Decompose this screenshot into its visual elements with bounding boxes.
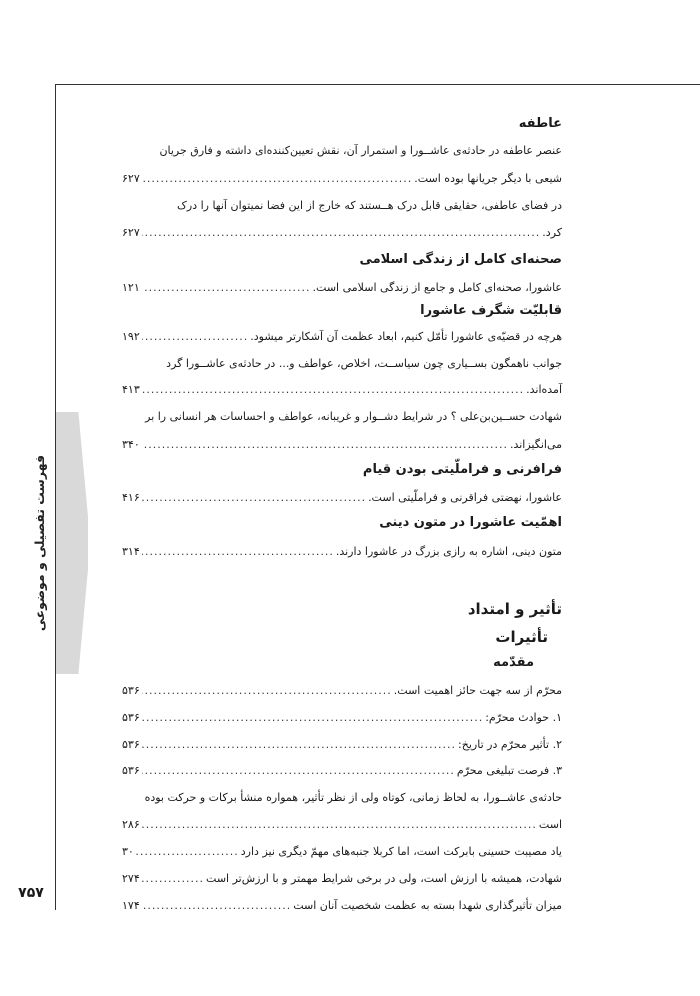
page-ref: ۲۸۶ [122,818,140,831]
page-ref: ۵۳۶ [122,711,140,724]
entry-line: هرچه در قضیّه‌ی عاشورا تأمّل کنیم، ابعاد عظمت آن آشکارتر میشود. ..... ۱۹۲ [122,330,562,344]
entry-line: عنصر عاطفه در حادثه‌ی عاشــورا و استمرار آن، نقش تعیین‌کننده‌ای داشته و فارق جریان [159,144,562,157]
heading-tasir-va-emtedad: تأثیر و امتداد [467,600,562,618]
page-ref: ۵۳۶ [122,764,140,777]
page-ref: ۴۱۶ [122,491,140,504]
page-ref: ۵۳۶ [122,738,140,751]
heading-qabeliyat: قابلیّت شگرف عاشورا [420,303,562,318]
entry-line: در فضای عاطفی، حقایقی قابل درک هــستند که خارج از این فضا نمیتوان آنها را درک [177,199,562,212]
page-ref: ۶۲۷ [122,226,140,239]
page-ref: ۳۱۴ [122,545,140,558]
side-label: فهرست تفصیلی و موضوعی [32,454,47,632]
entry-line: ۳. فرصت تبلیغی محرّم ..... ۵۳۶ [122,764,562,778]
heading-atefe: عاطفه [518,116,562,131]
page-ref: ۶۲۷ [122,172,140,185]
entry-line: ۲. تأثیر محرّم در تاریخ: ..... ۵۳۶ [122,738,562,752]
page-ref: ۱۲۱ [122,281,140,294]
entry-line: ۱. حوادث محرّم: ..... ۵۳۶ [122,711,562,725]
entry-line: شهادت حســین‌بن‌علی ؟ در شرایط دشــوار و غریبانه، عواطف و احساسات هر انسانی را بر [145,410,562,423]
side-tab [56,412,88,674]
page-ref: ۲۷۴ [122,872,140,885]
heading-ahamiyat: اهمّیت عاشورا در متون دینی [379,515,562,530]
heading-sahne: صحنه‌ای کامل از زندگی اسلامی [359,252,562,267]
heading-faraqarni: فرافرنی و فراملّیتی بودن قیام [362,462,562,477]
page-ref: ۱۹۲ [122,330,140,343]
entry-line: جوانب ناهمگون بســیاری چون سیاســت، اخلاص، عواطف و... در حادثه‌ی عاشــورا گرد [166,357,562,370]
page-ref: ۳۰ [122,845,134,858]
entry-line: است ..... ۲۸۶ [122,818,562,832]
entry-line: محرّم از سه جهت حائز اهمیت است. ..... ۵۳۶ [122,684,562,698]
page-ref: ۱۷۴ [122,899,140,912]
entry-line: متون دینی، اشاره به رازی بزرگ در عاشورا دارند. ..... ۳۱۴ [122,545,562,559]
page-ref: ۴۱۳ [122,383,140,396]
page-ref: ۵۳۶ [122,684,140,697]
entry-line: می‌انگیزاند. ..... ۳۴۰ [122,438,562,452]
page-ref: ۳۴۰ [122,438,140,451]
entry-line: حادثه‌ی عاشــورا، به لحاظ زمانی، کوتاه ولی از نظر تأثیر، همواره منشأ برکات و حرکت بوده [144,791,562,804]
entry-line: عاشورا، نهضتی فراقرنی و فراملّیتی است. ..... ۴۱۶ [122,491,562,505]
page-number: ۷۵۷ [18,885,44,901]
heading-tasirat: تأثیرات [495,628,548,646]
entry-line: یاد مصیبت حسینی بابرکت است، اما کربلا جنبه‌های مهمّ دیگری نیز دارد ..... ۳۰ [122,845,562,859]
index-content [122,0,562,996]
entry-line: آمده‌اند. ..... ۴۱۳ [122,383,562,397]
entry-line: شهادت، همیشه با ارزش است، ولی در برخی شرایط مهمتر و با ارزش‌تر است ..... ۲۷۴ [122,872,562,886]
entry-line: میزان تأثیرگذاری شهدا بسته به عظمت شخصیت آنان است ..... ۱۷۴ [122,899,562,913]
entry-line: کرد. ..... ۶۲۷ [122,226,562,240]
entry-line: شیعی با دیگر جریانها بوده است. ..... ۶۲۷ [122,172,562,186]
page-frame-left [55,84,56,910]
entry-line: عاشورا، صحنه‌ای کامل و جامع از زندگی اسلامی است. ..... ۱۲۱ [122,281,562,295]
heading-moqaddame: مقدّمه [493,655,534,670]
